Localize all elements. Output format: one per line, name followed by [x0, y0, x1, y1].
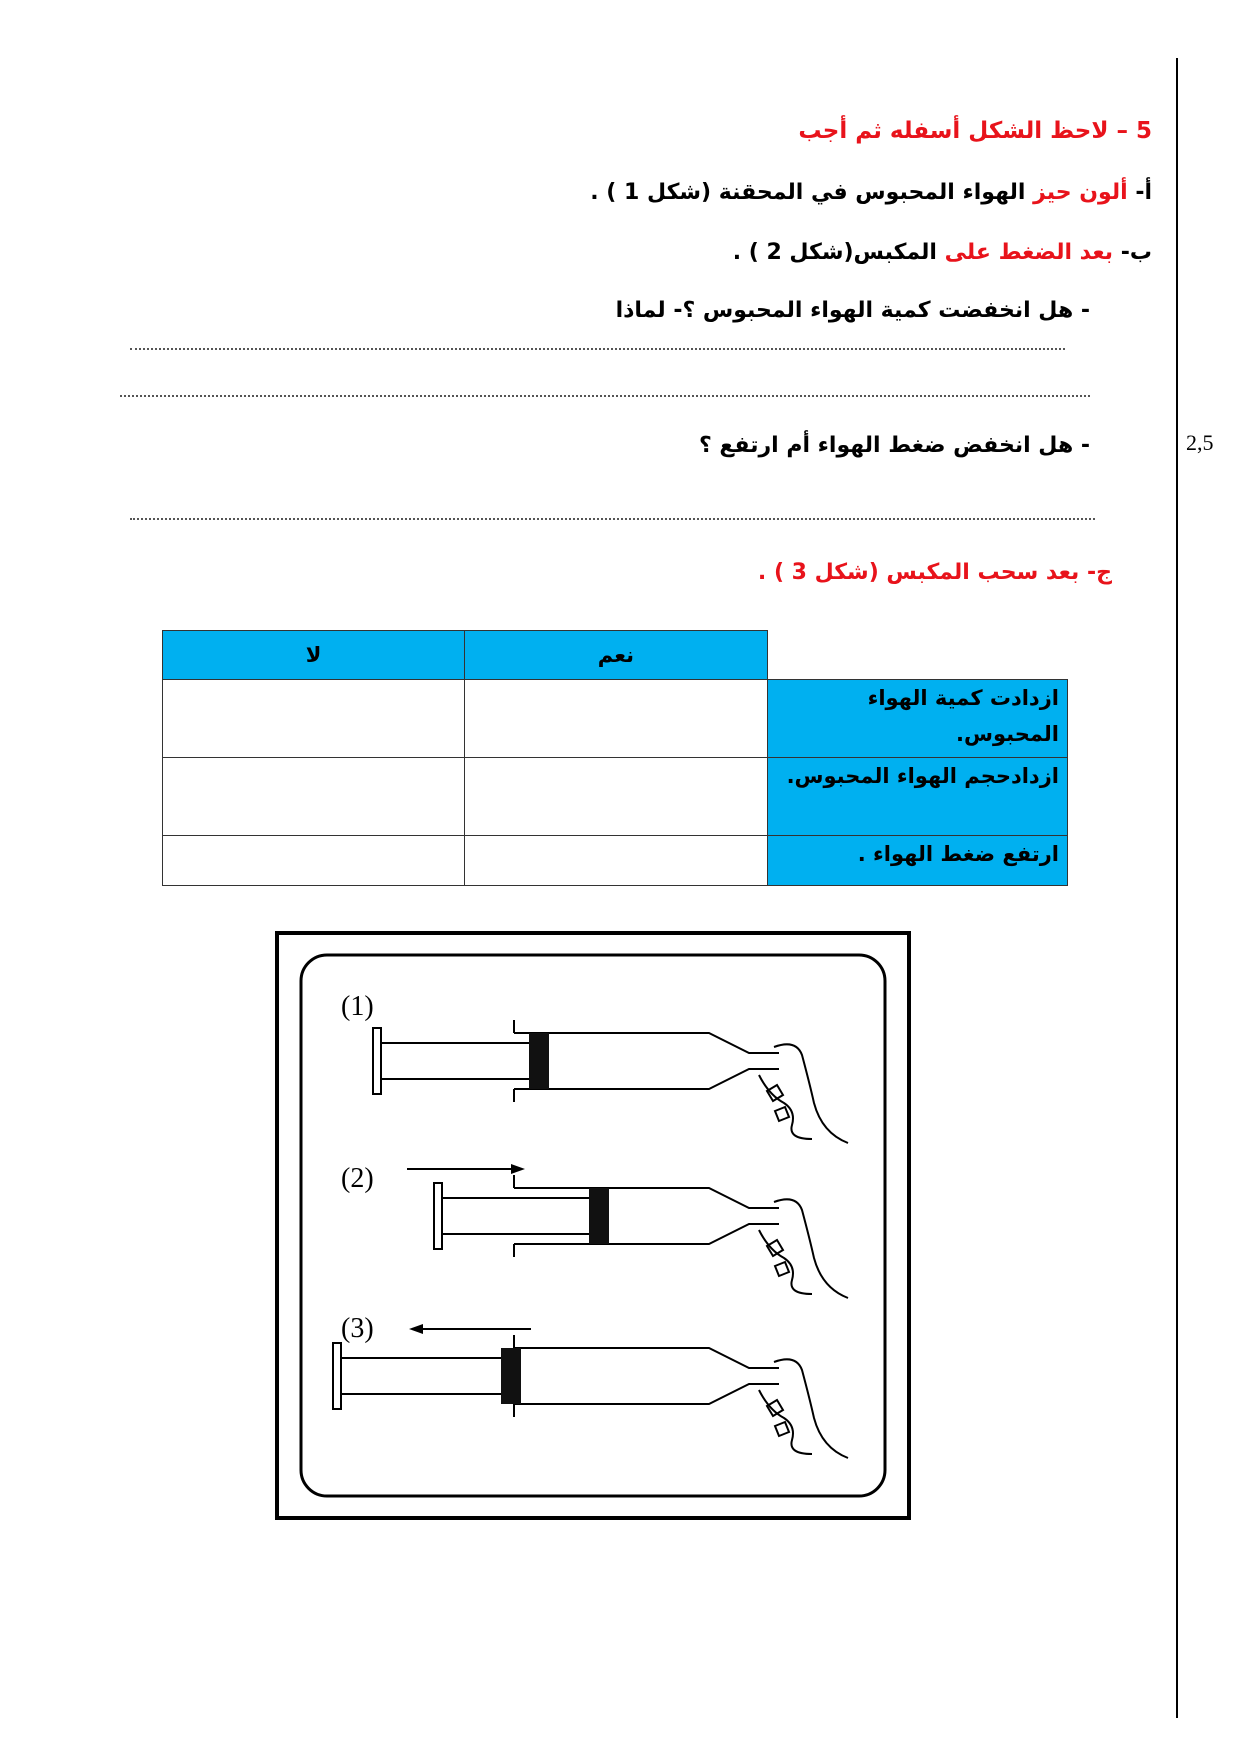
row-statement: ازدادت كمية الهواء المحبوس. — [767, 680, 1067, 758]
question-2: - هل انخفض ضغط الهواء أم ارتفع ؟ — [698, 433, 1090, 458]
margin-line — [1176, 58, 1178, 1718]
part-c-text: بعد سحب المكبس (شكل 3 ) . — [757, 560, 1080, 585]
arrow-right-icon — [407, 1164, 525, 1174]
answer-line-3[interactable] — [130, 518, 1095, 520]
answer-line-2[interactable] — [120, 395, 1090, 397]
part-c — [758, 560, 1112, 585]
yes-cell[interactable] — [465, 680, 767, 758]
question-dash: – — [1116, 118, 1128, 144]
syringe-1 — [373, 1020, 848, 1143]
part-a-text: الهواء المحبوس في المحقنة (شكل 1 ) . — [590, 180, 1026, 205]
figure-label-3: (3) — [341, 1313, 374, 1344]
no-cell[interactable] — [163, 680, 465, 758]
answer-line-1[interactable] — [130, 348, 1065, 350]
syringe-drawing — [279, 935, 907, 1516]
part-b-red: بعد الضغط على — [944, 240, 1114, 265]
yes-cell[interactable] — [465, 758, 767, 836]
syringe-3 — [333, 1335, 848, 1458]
arrow-left-icon — [409, 1324, 531, 1334]
part-a-marker: أ- — [1135, 180, 1152, 205]
no-cell[interactable] — [163, 758, 465, 836]
yes-cell[interactable] — [465, 836, 767, 886]
question-number: 5 — [1135, 118, 1152, 144]
row-statement: ارتفع ضغط الهواء . — [767, 836, 1067, 886]
answer-table — [162, 630, 1068, 886]
question-heading — [798, 118, 1152, 144]
no-cell[interactable] — [163, 836, 465, 886]
row-statement: ازدادحجم الهواء المحبوس. — [767, 758, 1067, 836]
part-b — [733, 240, 1152, 265]
part-a-red: ألون حيز — [1033, 180, 1128, 205]
table-row — [163, 836, 1068, 886]
table-header-row — [163, 631, 1068, 680]
table-corner — [767, 631, 1067, 680]
syringe-2 — [434, 1175, 848, 1298]
figure-label-1: (1) — [341, 991, 374, 1022]
question-title: لاحظ الشكل أسفله ثم أجب — [798, 118, 1109, 144]
header-no: لا — [163, 631, 465, 680]
question-1: - هل انخفضت كمية الهواء المحبوس ؟- لماذا — [615, 298, 1090, 323]
part-b-text: المكبس(شكل 2 ) . — [732, 240, 937, 265]
figure-label-2: (2) — [341, 1163, 374, 1194]
part-c-marker: ج- — [1087, 560, 1112, 585]
table-row — [163, 758, 1068, 836]
table-row — [163, 680, 1068, 758]
part-a — [590, 180, 1152, 205]
part-b-marker: ب- — [1120, 240, 1152, 265]
score-label: 2,5 — [1186, 430, 1214, 455]
syringe-figure — [275, 931, 911, 1520]
header-yes: نعم — [465, 631, 767, 680]
